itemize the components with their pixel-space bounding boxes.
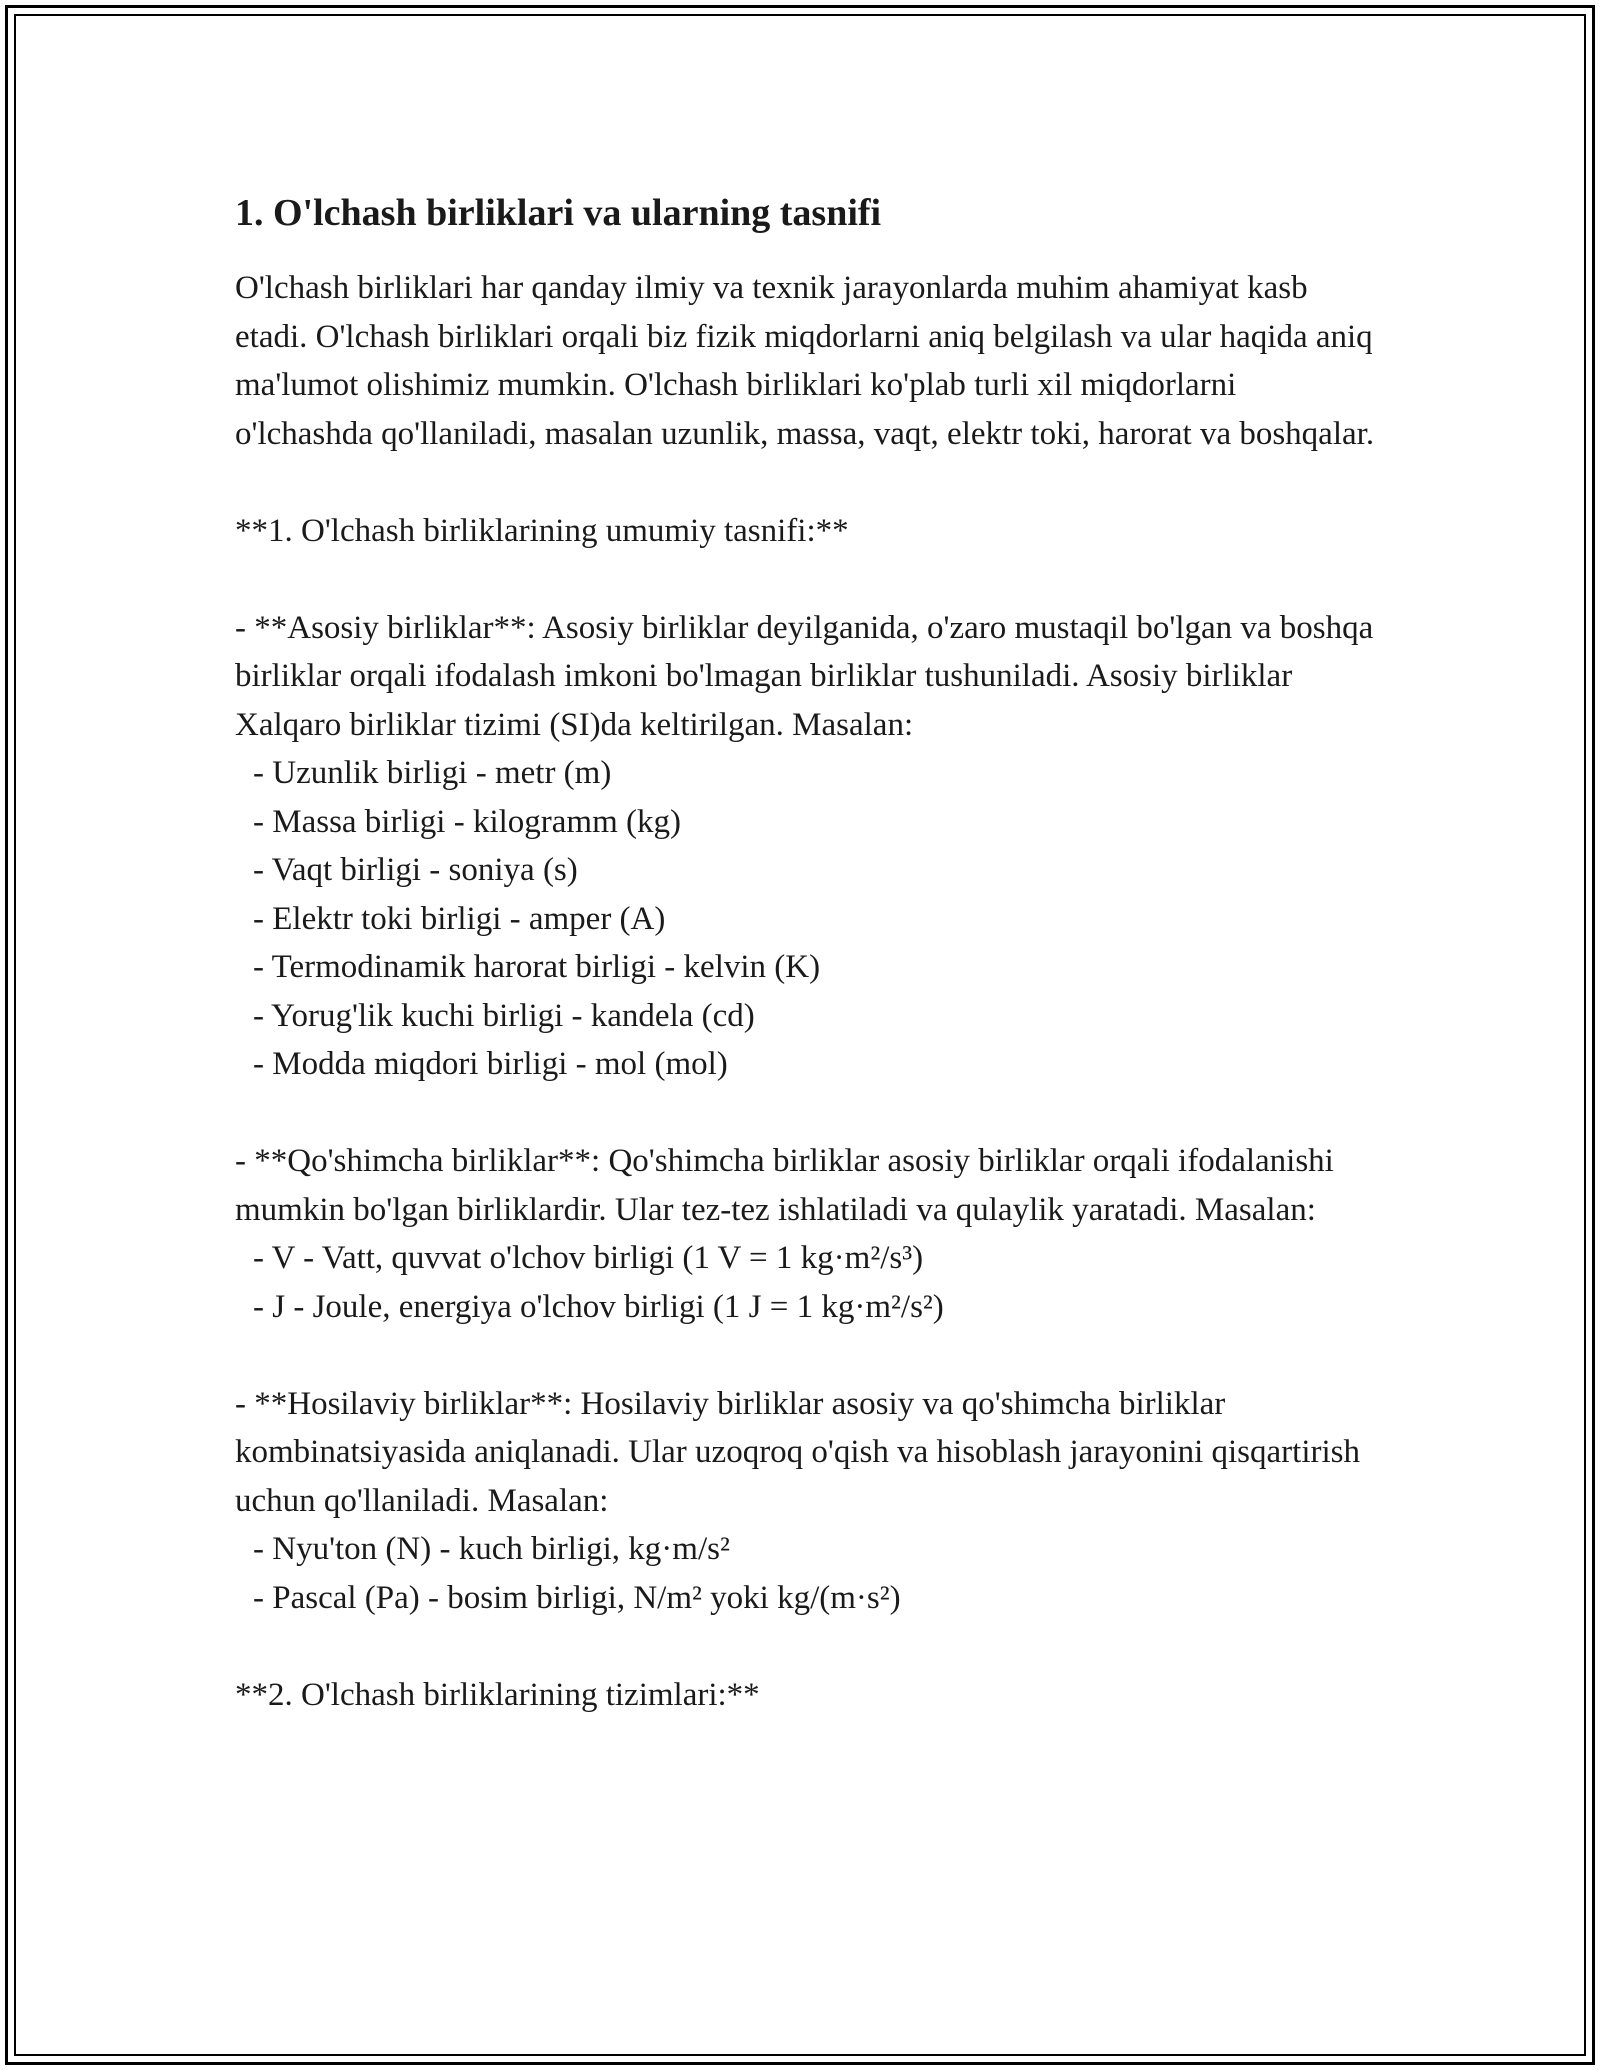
list-item: - Pascal (Pa) - bosim birligi, N/m² yoki kg/(m·s²) [253,1579,901,1616]
document-heading: 1. O'lchash birliklari va ularning tasnifi [235,192,882,234]
list-item: - Nyu'ton (N) - kuch birligi, kg·m/s² [253,1531,730,1567]
section1-title: **1. O'lchash birliklarining umumiy tasnifi:** [235,512,849,549]
list-item: - Modda miqdori birligi - mol (mol) [253,1046,728,1082]
list-item: - Uzunlik birligi - metr (m) [253,755,612,791]
spacer [235,458,1375,507]
spacer [235,1622,1375,1671]
list-item: - Vaqt birligi - soniya (s) [253,852,578,888]
basic-units-paragraph: - **Asosiy birliklar**: Asosiy birliklar deyilganida, o'zaro mustaqil bo'lgan va boshqa birliklar orqali ifodalash imkoni bo'lmagan birliklar tushuniladi. Asosiy birliklar Xalqaro birliklar tizimi (SI)da keltirilgan. Masalan: [235,609,1374,743]
list-item: - Termodinamik harorat birligi - kelvin (K) [253,949,821,985]
list-item: - V - Vatt, quvvat o'lchov birligi (1 V = 1 kg·m²/s³) [253,1240,924,1276]
document-page [235,188,1381,1719]
spacer [235,555,1375,604]
list-item: - Massa birligi - kilogramm (kg) [253,803,682,840]
list-item: - Elektr toki birligi - amper (A) [253,900,666,937]
list-item: - Yorug'lik kuchi birligi - kandela (cd) [253,997,755,1034]
section2-title: **2. O'lchash birliklarining tizimlari:** [235,1676,760,1713]
derived-units-paragraph: - **Hosilaviy birliklar**: Hosilaviy birliklar asosiy va qo'shimcha birliklar kombinatsiyasida aniqlanadi. Ular uzoqroq o'qish va hisoblash jarayonini qisqartirish uchun qo'llaniladi. Masalan: [235,1385,1360,1519]
spacer [235,1089,1375,1138]
intro-paragraph: O'lchash birliklari har qanday ilmiy va texnik jarayonlarda muhim ahamiyat kasb etadi. O'lchash birliklari orqali biz fizik miqdorlarni aniq belgilash va ular haqida aniq ma'lumot olishimiz mumkin. O'lchash birliklari ko'plab turli xil miqdorlarni o'lchashda qo'llaniladi, masalan uzunlik, massa, vaqt, elektr toki, harorat va boshqalar. [235,270,1381,452]
list-item: - J - Joule, energiya o'lchov birligi (1 J = 1 kg·m²/s²) [253,1288,944,1325]
supplementary-units-paragraph: - **Qo'shimcha birliklar**: Qo'shimcha birliklar asosiy birliklar orqali ifodalanishi mumkin bo'lgan birliklardir. Ular tez-tez ishlatiladi va qulaylik yaratadi. Masalan: [235,1143,1334,1228]
spacer [235,1331,1375,1380]
